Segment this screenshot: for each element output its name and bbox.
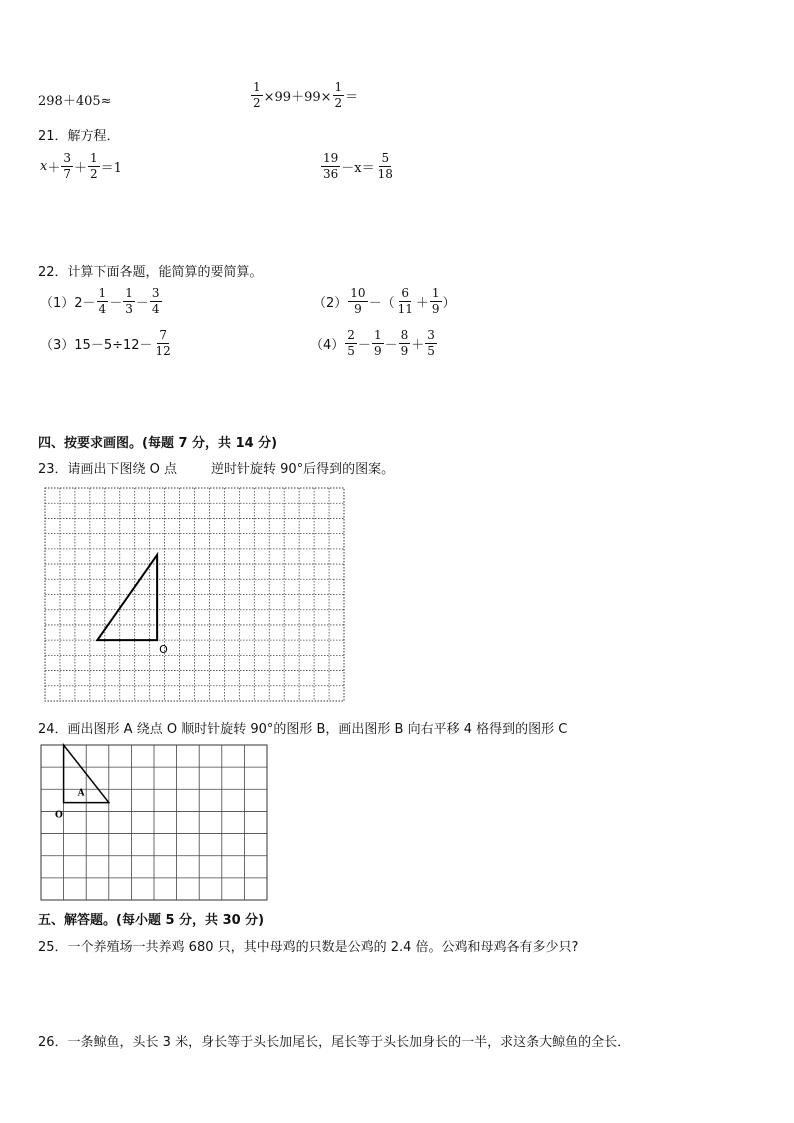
q22-part-2: （2） $\frac{10}{9}$ －（ $\frac{6}{11}$ ＋ $\frac{1}{9}$ ） — [313, 286, 456, 316]
q23-title: 23．请画出下图绕 O 点 — [38, 462, 178, 477]
q24-point-o-label: O — [55, 810, 63, 821]
q22-part-4: （4） $\frac{2}{5}$ － $\frac{1}{9}$ － $\frac{8}{9}$ ＋ $\frac{3}{5}$ — [310, 328, 435, 358]
q24-shape-a-label: A — [77, 788, 85, 799]
q24-grid — [38, 742, 270, 902]
q23-triangle — [97, 555, 157, 640]
calc-298-plus-405: 298＋405≈ — [38, 94, 112, 109]
section-4-heading: 四、按要求画图。(每题 7 分，共 14 分) — [38, 436, 278, 451]
calc-half-times-99: $\frac{1}{2}$ ×99＋99× $\frac{1}{2}$ ＝ — [253, 80, 359, 110]
q22-title: 22．计算下面各题，能简算的要简算。 — [38, 265, 263, 280]
section-5-heading: 五、解答题。(每小题 5 分，共 30 分) — [38, 913, 265, 928]
q21-title: 21．解方程． — [38, 129, 120, 144]
q23-title-continued: 逆时针旋转 90°后得到的图案。 — [211, 462, 395, 477]
q26-text: 26．一条鲸鱼，头长 3 米，身长等于头长加尾长，尾长等于头长加身长的一半，求这条大鲸鱼的全长． — [38, 1035, 631, 1050]
q22-part-1: （1）2－ $\frac{1}{4}$ － $\frac{1}{3}$ － $\frac{3}{4}$ — [40, 286, 160, 316]
q21-equation-1: x ＋ $\frac{3}{7}$ ＋ $\frac{1}{2}$ ＝1 — [40, 151, 122, 181]
q24-title: 24．画出图形 A 绕点 O 顺时针旋转 90°的图形 B，画出图形 B 向右平移 4 格得到的图形 C — [38, 722, 568, 737]
q23-dotted-grid — [40, 484, 347, 704]
q25-text: 25．一个养殖场一共养鸡 680 只，其中母鸡的只数是公鸡的 2.4 倍。公鸡和母鸡各有多少只? — [38, 940, 579, 955]
q21-equation-2: $\frac{19}{36}$ －x＝ $\frac{5}{18}$ — [323, 151, 393, 181]
fraction: $\frac{1}{2}$ — [334, 80, 343, 110]
fraction: $\frac{1}{2}$ — [253, 80, 261, 110]
q23-point-o-label: O — [159, 643, 168, 657]
q22-part-3: （3）15－5÷12－ $\frac{7}{12}$ — [40, 328, 171, 358]
